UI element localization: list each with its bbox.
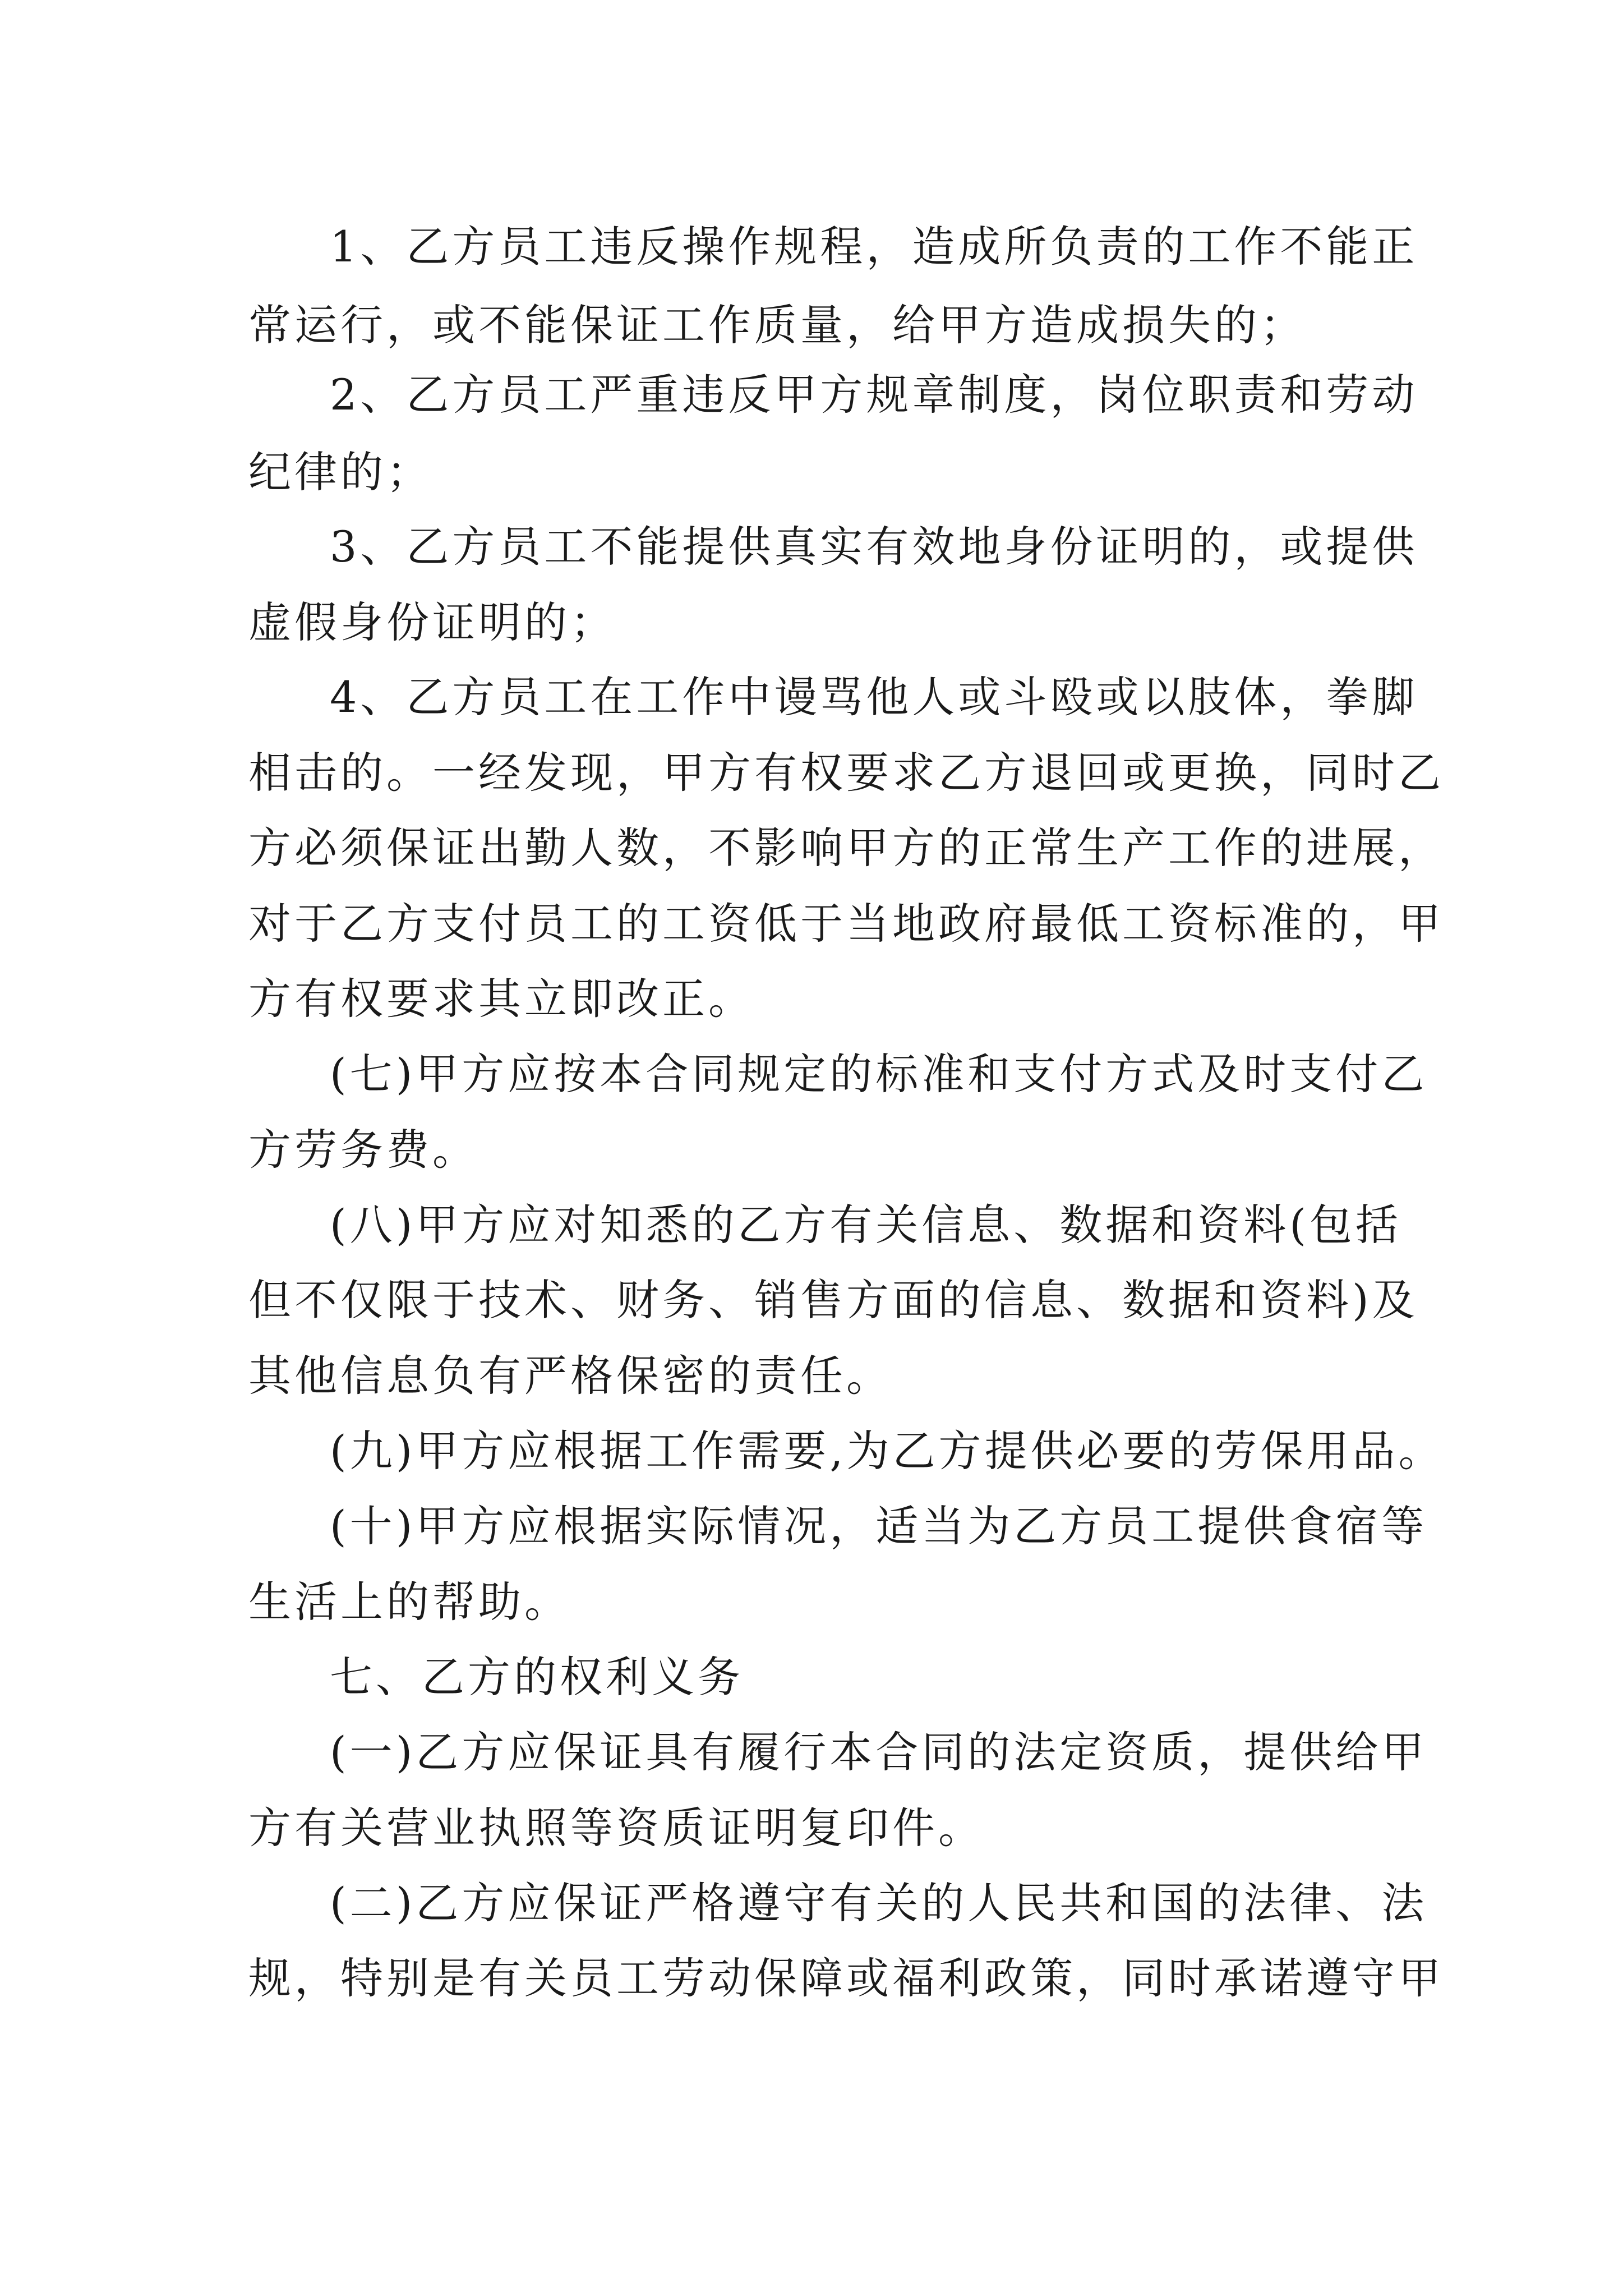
text-line: 规，特别是有关员工劳动保障或福利政策，同时承诺遵守甲: [248, 1953, 1444, 2003]
text-line: 方有关营业执照等资质证明复印件。: [248, 1803, 984, 1853]
text-line: (八)甲方应对知悉的乙方有关信息、数据和资料(包括: [330, 1200, 1401, 1250]
text-line: 方劳务费。: [248, 1125, 478, 1175]
text-line: 3、乙方员工不能提供真实有效地身份证明的，或提供: [330, 522, 1418, 572]
text-line: 其他信息负有严格保密的责任。: [248, 1351, 892, 1401]
text-line: 方必须保证出勤人数，不影响甲方的正常生产工作的进展，: [248, 823, 1444, 873]
text-line: 常运行，或不能保证工作质量，给甲方造成损失的；: [248, 300, 1306, 350]
text-line: (一)乙方应保证具有履行本合同的法定资质，提供给甲: [330, 1727, 1428, 1777]
text-line: 但不仅限于技术、财务、销售方面的信息、数据和资料)及: [248, 1275, 1418, 1325]
text-line: 对于乙方支付员工的工资低于当地政府最低工资标准的，甲: [248, 899, 1444, 949]
text-line: (十)甲方应根据实际情况，适当为乙方员工提供食宿等: [330, 1501, 1428, 1551]
text-line: 方有权要求其立即改正。: [248, 974, 754, 1024]
text-line: 4、乙方员工在工作中谩骂他人或斗殴或以肢体，拳脚: [330, 672, 1418, 722]
text-line: (九)甲方应根据工作需要,为乙方提供必要的劳保用品。: [330, 1426, 1445, 1476]
section-heading: 七、乙方的权利义务: [330, 1652, 744, 1702]
text-line: (七)甲方应按本合同规定的标准和支付方式及时支付乙: [330, 1049, 1428, 1099]
text-line: 纪律的；: [248, 447, 432, 497]
text-line: 虚假身份证明的；: [248, 597, 616, 647]
text-line: 相击的。一经发现，甲方有权要求乙方退回或更换，同时乙: [248, 748, 1444, 798]
text-line: 2、乙方员工严重违反甲方规章制度，岗位职责和劳动: [330, 370, 1418, 420]
text-line: (二)乙方应保证严格遵守有关的人民共和国的法律、法: [330, 1878, 1428, 1928]
text-line: 生活上的帮助。: [248, 1577, 570, 1627]
text-line: 1、乙方员工违反操作规程，造成所负责的工作不能正: [330, 222, 1418, 272]
